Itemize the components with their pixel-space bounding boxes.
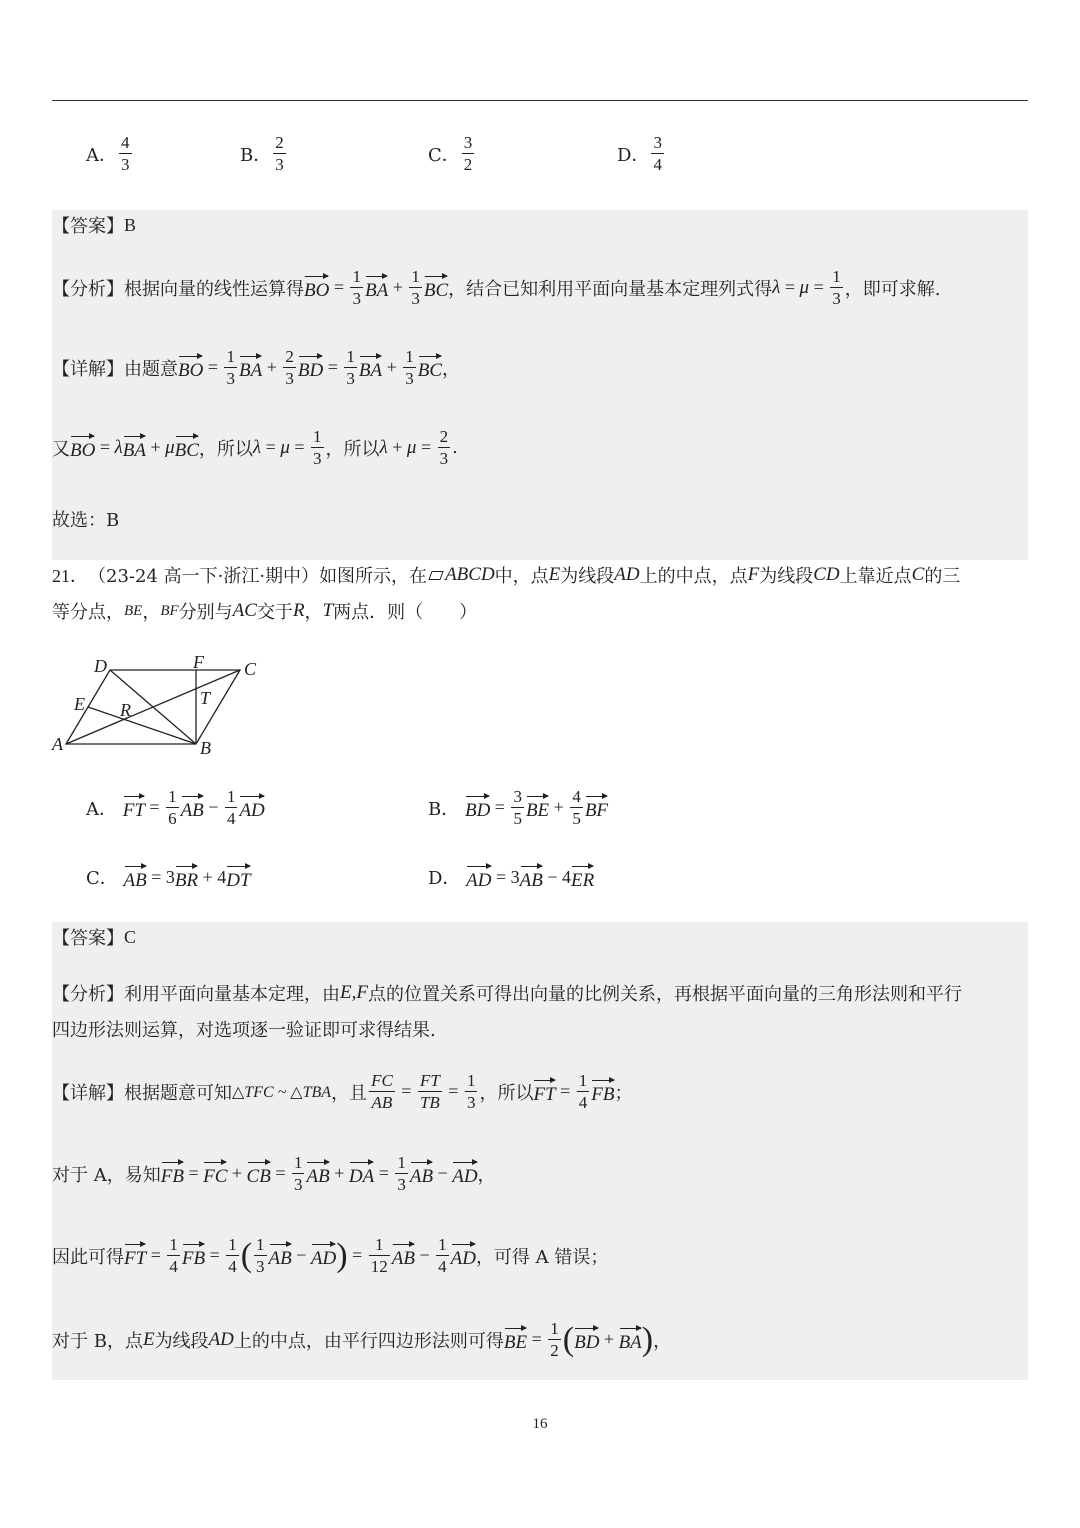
q21-for-a: 对于 A，易知 FB = FC + CB = $\frac{1}{3}$ AB + DA = $\frac{1}{3}$ AB − AD ，	[52, 1153, 496, 1194]
label-a: A	[52, 734, 63, 754]
q20-option-d: D． $\frac{3}{4}$	[617, 133, 662, 174]
q20-detail-line2: 又 BO = λ BA + μ BC ，所以 λ = μ = $\frac{1}{3}$ ，所以 λ + μ = $\frac{2}{3}$ .	[52, 427, 458, 468]
label-d: D	[94, 656, 107, 676]
q20-analysis: 【分析】 根据向量的线性运算得 BO = $\frac{1}{3}$ BA + $\frac{1}{3}$ BC ，结合已知利用平面向量基本定理列式得 λ = μ = $\frac{1}{3}$ ，即可求解.	[52, 267, 941, 308]
label-c: C	[244, 659, 257, 679]
q21-option-b: B． BD = $\frac{3}{5}$ BE + $\frac{4}{5}$ BF	[428, 787, 609, 828]
q20-detail: 【详解】 由题意 BO = $\frac{1}{3}$ BA + $\frac{2}{3}$ BD = $\frac{1}{3}$ BA + $\frac{1}{3}$ BC ，	[52, 347, 460, 388]
q21-stem-line1: 21． （23-24 高一下·浙江·期中） 如图所示，在 ABCD 中，点 E 为线段 AD 上的中点，点 F 为线段 CD 上靠近点 C 的三	[52, 564, 961, 587]
q21-option-a: A． FT = $\frac{1}{6}$ AB − $\frac{1}{4}$ AD	[86, 787, 265, 828]
q21-analysis-line2: 四边形法则运算，对选项逐一验证即可求得结果.	[52, 1020, 436, 1041]
parallelogram-icon	[428, 571, 443, 580]
q21-for-b: 对于 B，点 E 为线段 AD 上的中点，由平行四边形法则可得 BE = $\frac{1}{2}$ ( BD + BA ) ，	[52, 1319, 672, 1360]
header-rule	[52, 100, 1028, 101]
label-f: F	[193, 652, 204, 672]
q21-thus: 因此可得 FT = $\frac{1}{4}$ FB = $\frac{1}{4}$ ( $\frac{1}{3}$ AB − AD ) = $\frac{1}{12}$ AB − $\frac{1}{4}$ AD ，可得 A 错误；	[52, 1235, 609, 1276]
segment-be	[88, 707, 196, 744]
page-number: 16	[532, 1416, 548, 1432]
label-b: B	[200, 738, 211, 758]
q21-analysis-line1: 【分析】 利用平面向量基本定理，由 E,F 点的位置关系可得出向量的比例关系，再根据平面向量的三角形法则和平行	[52, 982, 962, 1005]
q20-choice: 故选：B	[52, 510, 120, 531]
q20-option-a: A． $\frac{4}{3}$	[86, 133, 130, 174]
q20-option-c: C． $\frac{3}{2}$	[428, 133, 473, 174]
q21-stem-line2: 等分点， BE ， BF 分别与 AC 交于 R ， T 两点．则（ ）	[52, 600, 478, 623]
q20-answer: 【答案】 B	[52, 214, 137, 237]
label-r: R	[120, 700, 131, 720]
q21-parallelogram-figure	[50, 650, 270, 760]
q21-answer: 【答案】 C	[52, 926, 137, 949]
q21-option-d: D． AD = 3 AB − 4 ER	[428, 866, 595, 891]
q21-option-c: C． AB = 3 BR + 4 DT	[86, 866, 251, 891]
label-e: E	[74, 694, 85, 714]
q20-option-b: B． $\frac{2}{3}$	[240, 133, 284, 174]
label-t: T	[200, 688, 211, 708]
q21-detail: 【详解】 根据题意可知 △TFC ~ △TBA ，且 $\frac{FC}{AB}$ = $\frac{FT}{TB}$ = $\frac{1}{3}$ ，所以 FT = $\frac{1}{4}$ FB ；	[52, 1071, 633, 1112]
